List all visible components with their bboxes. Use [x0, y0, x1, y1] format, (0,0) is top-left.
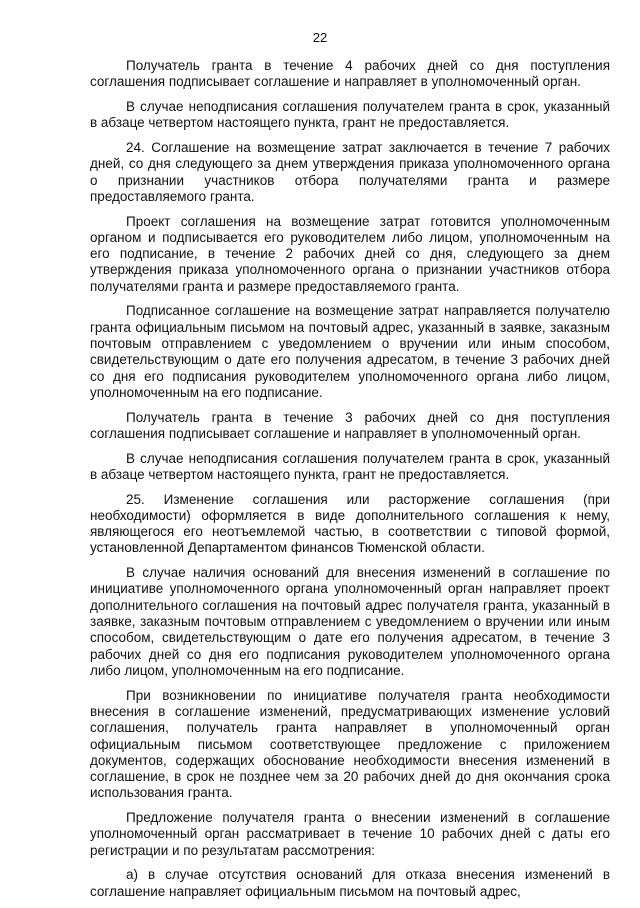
paragraph-12: а) в случае отсутствия оснований для отказа внесения изменений в соглашение направляет официальным письмом на почтовый адрес, [90, 867, 610, 899]
paragraph-11: Предложение получателя гранта о внесении изменений в соглашение уполномоченный орган рассматривает в течение 10 рабочих дней с даты его регистрации и по результатам рассмотрения: [90, 810, 610, 858]
paragraph-6: Получатель гранта в течение 3 рабочих дней со дня поступления соглашения подписывает соглашение и направляет в уполномоченный орган. [90, 409, 610, 441]
paragraph-4: Проект соглашения на возмещение затрат готовится уполномоченным органом и подписывается его руководителем либо лицом, уполномоченным на его подписание, в течение 2 рабочих дней со дня, следующего за днем утверждения приказа уполномоченного органа о признании участников отбора получателями гранта и размере предоставляемого гранта. [90, 213, 610, 294]
paragraph-1: Получатель гранта в течение 4 рабочих дней со дня поступления соглашения подписывает соглашение и направляет в уполномоченный орган. [90, 58, 610, 90]
page-number: 22 [312, 30, 328, 45]
paragraph-10: При возникновении по инициативе получателя гранта необходимости внесения в соглашение изменений, предусматривающих изменение условий соглашения, получатель гранта направляет в уполномоченный орган официальным письмом соответствующее предложение с приложением документов, содержащих обоснование необходимости внесения изменений в соглашение, в срок не позднее чем за 20 рабочих дней до дня окончания срока использования гранта. [90, 687, 610, 801]
paragraph-2: В случае неподписания соглашения получателем гранта в срок, указанный в абзаце четвертом настоящего пункта, грант не предоставляется. [90, 98, 610, 131]
paragraph-8: 25. Изменение соглашения или расторжение соглашения (при необходимости) оформляется в виде дополнительного соглашения к нему, являющегося его неотъемлемой частью, в соответствии с типовой формой, установленной Департаментом финансов Тюменской области. [90, 491, 610, 556]
paragraph-9: В случае наличия оснований для внесения изменений в соглашение по инициативе уполномоченного органа уполномоченный орган направляет проект дополнительного соглашения на почтовый адрес получателя гранта, указанный в заявке, заказным почтовым отправлением с уведомлением о вручении или иным способом, свидетельствующим о дате его получения адресатом, в течение 3 рабочих дней со дня его подписания руководителем уполномоченного органа либо лицом, уполномоченным на его подписание. [90, 565, 610, 678]
paragraph-5: Подписанное соглашение на возмещение затрат направляется получателю гранта официальным письмом на почтовый адрес, указанный в заявке, заказным почтовым отправлением с уведомлением о вручении или иным способом, свидетельствующим о дате его получения адресатом, в течение 3 рабочих дней со дня его подписания руководителем уполномоченного органа либо лицом, уполномоченным на его подписание. [90, 303, 610, 400]
document-body [90, 58, 610, 908]
paragraph-3: 24. Соглашение на возмещение затрат заключается в течение 7 рабочих дней, со дня следующего за днем утверждения приказа уполномоченного органа о признании участников отбора получателями гранта и размере предоставляемого гранта. [90, 139, 610, 204]
paragraph-7: В случае неподписания соглашения получателем гранта в срок, указанный в абзаце четвертом настоящего пункта, грант не предоставляется. [90, 450, 610, 482]
